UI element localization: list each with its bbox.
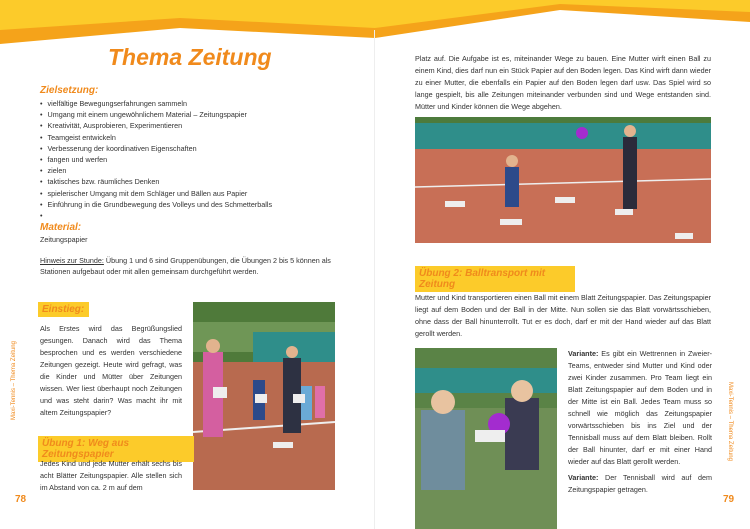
- photo-group-moms-kids: [193, 302, 335, 490]
- hint-label: Hinweis zur Stunde:: [40, 256, 104, 265]
- list-item: • Verbesserung der koordinativen Eigenschaften: [40, 143, 272, 154]
- page-gutter: [374, 30, 375, 529]
- photo-paper-path: [415, 117, 711, 243]
- list-item: • spielerischer Umgang mit dem Schläger und Bällen aus Papier: [40, 188, 272, 199]
- list-item: • Umgang mit einem ungewöhnlichem Material – Zeitungspapier: [40, 109, 272, 120]
- list-item: • Kreativität, Ausprobieren, Experimentieren: [40, 120, 272, 131]
- variant1-body: Es gibt ein Wettrennen in Zweier-Teams, entweder sind Mutter und Kind oder zwei Kinder zusammen. Pro Team liegt ein Blatt Zeitungspapier auf dem Boden und in der Mitte ist ein Ball. Jedes Team muss so schnell wie möglich das Zeitungspapier vorwärtsschieben bis ins Ziel und der Tennisball muss auf dem Blatt bleiben. Rollt der Ball hinunter, darf er mit einer Hand wieder auf das Blatt gerollt werden.: [568, 349, 712, 466]
- photo-ball-transport: [415, 348, 557, 529]
- side-label-left: Maxi-Tennis – Thema Zeitung: [11, 341, 17, 420]
- material-text: Zeitungspapier: [40, 235, 88, 244]
- variant1-label: Variante:: [568, 349, 599, 358]
- variant1-text: [568, 348, 712, 468]
- list-item: • zielen: [40, 165, 272, 176]
- list-item: • taktisches bzw. räumliches Denken: [40, 176, 272, 187]
- variant2-label: Variante:: [568, 473, 599, 482]
- material-heading: Material:: [40, 222, 82, 233]
- intro-heading: Einstieg:: [38, 302, 89, 317]
- intro-text: Als Erstes wird das Begrüßungslied gesungen. Danach wird das Thema besprochen und es werden verschiedene Zeitungen gezeigt. Heute wird gefragt, was die Kinder und Mütter über Zeitungen wissen. Wer liest überhaupt noch Zeitungen und was steht darin? Was macht ihr mit altem Zeitungspapier?: [40, 324, 182, 417]
- list-item: • fangen und werfen: [40, 154, 272, 165]
- page-number-left: 78: [15, 494, 27, 505]
- side-label-right: Maxi-Tennis – Thema Zeitung: [727, 382, 733, 461]
- list-item: • Einführung in die Grundbewegung des Volleys und des Schmetterballs: [40, 199, 272, 210]
- objectives-list: [40, 98, 272, 221]
- hint-text: Übung 1 und 6 sind Gruppenübungen, die Übungen 2 bis 5 können als Stationen aufgebaut oder mit allen gemeinsam durchgeführt werden.: [40, 256, 331, 276]
- list-item: [40, 210, 272, 221]
- variant2-text: [568, 472, 712, 496]
- exercise1-continued-text: Platz auf. Die Aufgabe ist es, miteinander Wege zu bauen. Eine Mutter wirft einen Ball zu einem Kind, dies darf nun ein Stück Papier auf den Boden legen. Das Kind wirft dann wieder zu einer Mutter, die ebenfalls ein Papier auf den Boden legen darf usw. Das Spiel wird so lange gespielt, bis alle Zeitungen miteinander verbunden sind und Wege entstanden sind. Mütter und Kinder können die Wege abgehen.: [415, 54, 711, 111]
- objectives-heading: Zielsetzung:: [40, 85, 99, 96]
- list-item: • Teamgeist entwickeln: [40, 132, 272, 143]
- page-title: Thema Zeitung: [108, 44, 272, 70]
- variant2-body: Der Tennisball wird auf dem Zeitungspapier getragen.: [568, 473, 713, 494]
- exercise1-heading: Übung 1: Weg aus Zeitungspapier: [38, 436, 194, 462]
- page-number-right: 79: [723, 494, 735, 505]
- exercise2-text: Mutter und Kind transportieren einen Ball mit einem Blatt Zeitungspapier. Das Zeitungspapier liegt auf dem Boden und der Ball in der Mitte. Nun sollen sie das Blatt vorwärtsschieben, ohne dass der Ball hinunterrollt. Tut er es doch, darf er mit der Hand wieder auf das Blatt gerollt werden.: [415, 293, 711, 338]
- exercise2-heading: Übung 2: Balltransport mit Zeitung: [415, 266, 575, 292]
- list-item: • vielfältige Bewegungserfahrungen sammeln: [40, 98, 272, 109]
- exercise1-text: Jedes Kind und jede Mutter erhält sechs bis acht Blätter Zeitungspapier. Alle stellen sich im Abstand von ca. 2 m auf dem: [40, 459, 182, 492]
- lesson-hint: [40, 255, 340, 277]
